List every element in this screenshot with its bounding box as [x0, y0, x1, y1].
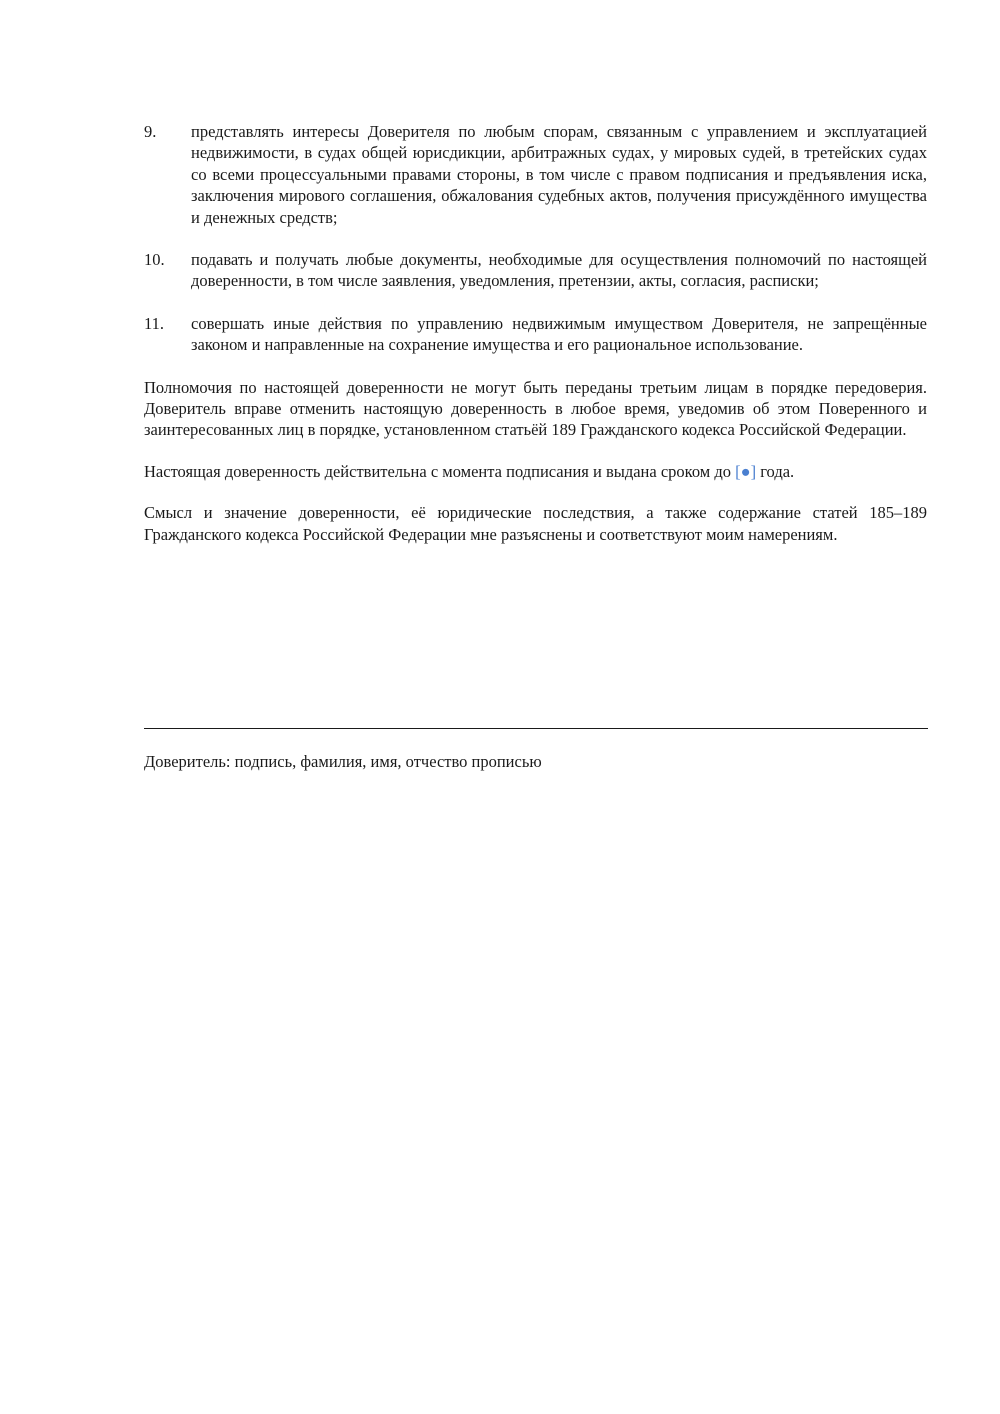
signature-line — [144, 728, 928, 729]
validity-text: Настоящая доверенность действительна с момента подписания и выдана сроком до — [144, 461, 736, 481]
document-body — [144, 121, 927, 565]
list-item-10 — [144, 249, 927, 292]
validity-paragraph — [144, 461, 927, 482]
list-item-number: 10. — [144, 250, 165, 270]
list-item-text: подавать и получать любые документы, необходимые для осуществления полномочий по настоящей доверенности, в том числе заявления, уведомления, претензии, акты, согласия, расписки; — [191, 250, 927, 291]
list-item-text: представлять интересы Доверителя по любым спорам, связанным с управлением и эксплуатацией недвижимости, в судах общей юрисдикции, арбитражных судах, у мировых судей, в третейских судах со всеми процессуальными правами стороны, в том числе с правом подписания и предъявления иска, заключения мирового соглашения, обжалования судебных актов, получения присуждённого имущества и денежных средств; — [191, 122, 927, 227]
date-placeholder[interactable]: [●] — [735, 461, 757, 481]
list-item-11 — [144, 313, 927, 356]
delegation-paragraph: Полномочия по настоящей доверенности не могут быть переданы третьим лицам в порядке передоверия. Доверитель вправе отменить настоящую доверенность в любое время, уведомив об этом Поверенного и заинтересованных лиц в порядке, установленном статьёй 189 Гражданского кодекса Российской Федерации. — [144, 377, 927, 440]
list-item-number: 9. — [144, 122, 157, 141]
signature-caption: Доверитель: подпись, фамилия, имя, отчество прописью — [144, 752, 542, 771]
list-item-text: совершать иные действия по управлению недвижимым имуществом Доверителя, не запрещённые законом и направленные на сохранение имущества и его рациональное использование. — [191, 313, 927, 355]
list-item-9 — [144, 121, 927, 228]
meaning-paragraph: Смысл и значение доверенности, её юридические последствия, а также содержание статей 185–189 Гражданского кодекса Российской Федерации мне разъяснены и соответствуют моим намерениям. — [144, 503, 927, 544]
list-item-number: 11. — [144, 313, 165, 333]
validity-text-end: года. — [756, 461, 795, 481]
